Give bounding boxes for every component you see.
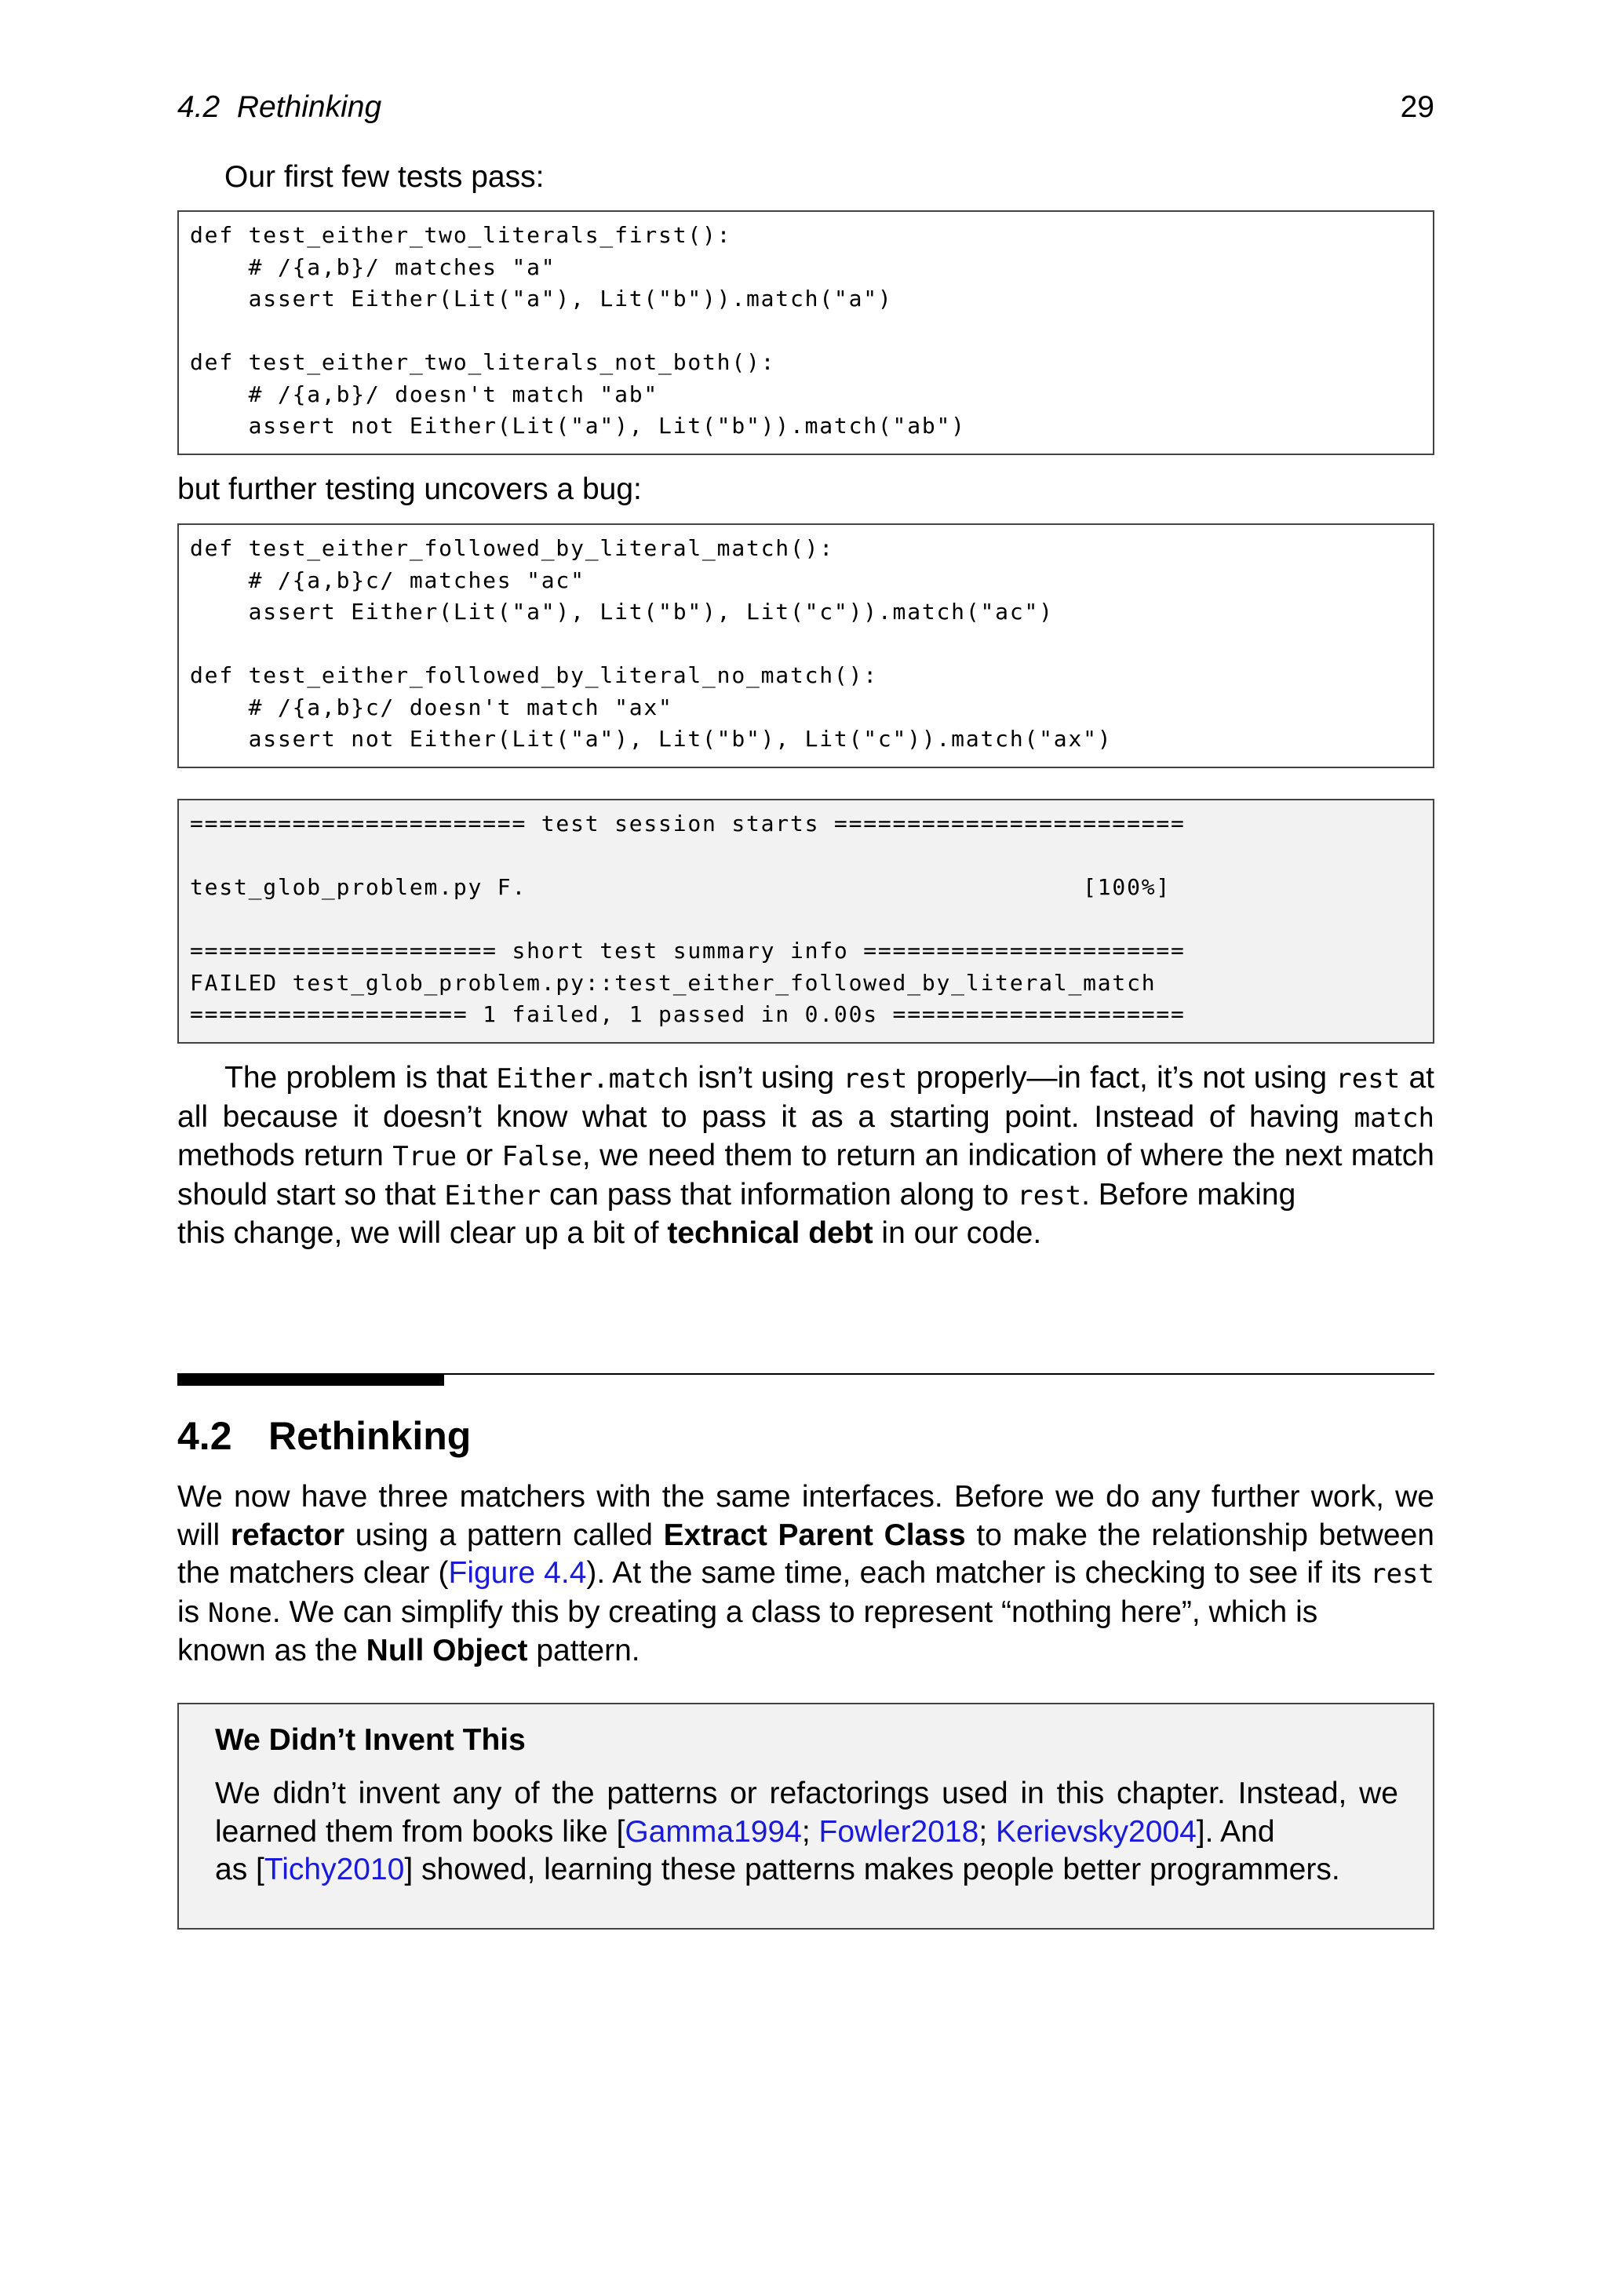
code-listing: def test_either_followed_by_literal_match(): # /{a,b}c/ matches "ac" assert Either(Lit("a"), Lit("b"), Lit("c")).match("ac") def test_either_followed_by_literal_no_match(): # /{a,b}c/ doesn't match "ax" assert not Either(Lit("a"), Lit("b"), Lit("c")).match("ax") bbox=[190, 535, 1113, 752]
citation-link[interactable]: Kerievsky2004 bbox=[995, 1814, 1197, 1849]
inline-code: Either bbox=[444, 1179, 541, 1212]
section-heading bbox=[177, 1411, 471, 1461]
inline-code: Either.match bbox=[496, 1063, 690, 1095]
section-number: 4.2 bbox=[177, 1414, 232, 1458]
inline-code: None bbox=[208, 1597, 272, 1629]
callout-body: We didn’t invent any of the patterns or refactorings used in this chapter. Instead, we learned them from books like [Gamma1994; Fowler2018; Kerievsky2004]. And as [Tichy2010] showed, learning these patterns makes people better programmers. bbox=[215, 1777, 1398, 1886]
test-output-block bbox=[177, 799, 1434, 1044]
problem-paragraph: The problem is that Either.match isn’t using rest properly—in fact, it’s not using rest at all because it doesn’t know what to pass it as a starting point. Instead of having match methods return True or False, we need them to return an indication of where the next match should start so that Either can pass that information along to rest. Before making this change, we will clear up a bit of technical debt in our code. bbox=[177, 1061, 1434, 1250]
key-term: refactor bbox=[230, 1518, 345, 1552]
inline-code: rest bbox=[1336, 1063, 1401, 1095]
citation-link[interactable]: Fowler2018 bbox=[818, 1814, 979, 1849]
inline-code: rest bbox=[1017, 1179, 1082, 1212]
citation-link[interactable]: Gamma1994 bbox=[625, 1814, 802, 1849]
callout-title: We Didn’t Invent This bbox=[215, 1723, 526, 1757]
running-head bbox=[177, 88, 1434, 127]
code-listing: def test_either_two_literals_first(): # /{a,b}/ matches "a" assert Either(Lit("a"), Lit("b")).match("a") def test_either_two_literals_not_both(): # /{a,b}/ doesn't match "ab" assert not Either(Lit("a"), Lit("b")).match("ab") bbox=[190, 222, 966, 439]
callout-box bbox=[177, 1703, 1434, 1930]
page-number: 29 bbox=[1400, 90, 1434, 124]
test-output: ======================= test session starts ======================== test_glob_problem.py F. [100%] ===================== short test summary info ====================== FAILED test_glob_problem.py::test_either_followed_by_literal_match =================== 1 failed, 1 passed in 0.00s ==================== bbox=[190, 811, 1186, 1027]
key-term: technical debt bbox=[667, 1216, 873, 1250]
inline-code: rest bbox=[843, 1063, 908, 1095]
inline-code: False bbox=[501, 1141, 582, 1172]
figure-link[interactable]: Figure 4.4 bbox=[448, 1556, 587, 1590]
intro-paragraph: Our first few tests pass: bbox=[224, 160, 545, 194]
inline-code: rest bbox=[1370, 1558, 1434, 1590]
key-term: Null Object bbox=[366, 1634, 528, 1667]
inline-code: True bbox=[392, 1141, 457, 1172]
code-block-bug-tests bbox=[177, 523, 1434, 768]
section-rule-accent bbox=[177, 1374, 444, 1386]
running-head-title: 4.2 Rethinking bbox=[177, 90, 382, 124]
key-term: Extract Parent Class bbox=[663, 1518, 966, 1552]
section-title: Rethinking bbox=[268, 1414, 472, 1458]
bug-intro-paragraph: but further testing uncovers a bug: bbox=[177, 472, 642, 506]
inline-code: match bbox=[1354, 1102, 1434, 1134]
section-paragraph: We now have three matchers with the same interfaces. Before we do any further work, we will refactor using a pattern called Extract Parent Class to make the relationship between the matchers clear (Figure 4.4). At the same time, each matcher is checking to see if its rest is None. We can simplify this by creating a class to represent “nothing here”, which is known as the Null Object pattern. bbox=[177, 1480, 1434, 1667]
book-page bbox=[177, 0, 1434, 2296]
code-block-tests-pass bbox=[177, 210, 1434, 455]
citation-link[interactable]: Tichy2010 bbox=[264, 1853, 405, 1886]
